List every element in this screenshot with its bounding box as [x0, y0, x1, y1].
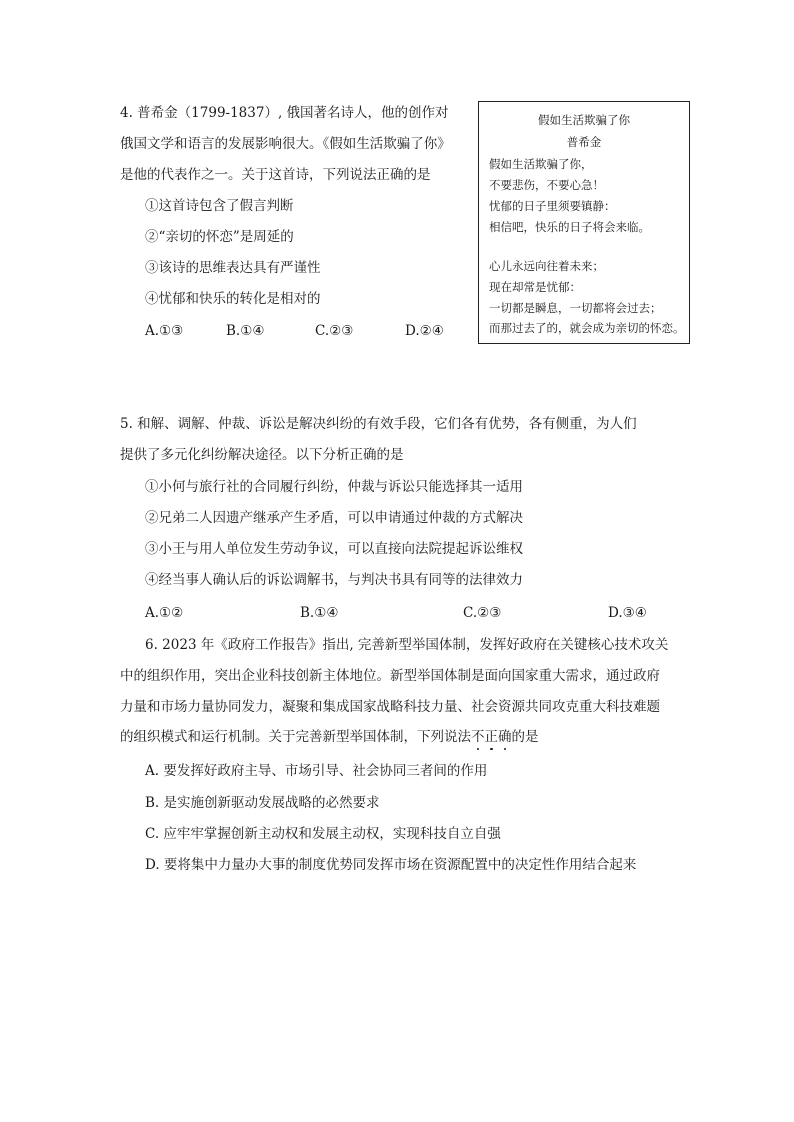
emphasis-char: 不: [471, 729, 485, 745]
poem-line: 假如生活欺骗了你，: [489, 157, 593, 171]
poem-line: 现在却常是忧郁：: [489, 280, 581, 294]
q4-item-2: ②“亲切的怀恋”是周延的: [145, 229, 294, 245]
poem-line: 心儿永远向往着未来；: [489, 259, 604, 273]
q5-option-c[interactable]: C.②③: [463, 605, 502, 621]
q6-stem-line-3: 力量和市场力量协同发力，凝聚和集成国家战略科技力量、社会资源共同攻克重大科技难题: [120, 699, 660, 715]
q4-stem-line-3: 是他的代表作之一。关于这首诗，下列说法正确的是: [120, 167, 431, 183]
q6-stem-prefix: 的组织模式和运行机制。关于完善新型举国体制，下列说法: [120, 729, 471, 745]
q5-item-2: ②兄弟二人因遗产继承产生矛盾，可以申请通过仲裁的方式解决: [145, 510, 523, 526]
q4-stem-line-1: 4. 普希金（1799-1837）, 俄国著名诗人，他的创作对: [120, 105, 449, 121]
q5-item-3: ③小王与用人单位发生劳动争议，可以直接向法院提起诉讼维权: [145, 541, 523, 557]
poem-line: 忧郁的日子里须要镇静：: [489, 199, 616, 213]
poem-line: 而那过去了的，就会成为亲切的怀恋。: [489, 321, 685, 335]
q6-option-d[interactable]: D. 要将集中力量办大事的制度优势同发挥市场在资源配置中的决定性作用结合起来: [145, 857, 637, 873]
q6-option-b[interactable]: B. 是实施创新驱动发展战略的必然要求: [145, 795, 380, 811]
poem-author: 普希金: [566, 135, 602, 149]
q4-option-c[interactable]: C.②③: [315, 323, 354, 339]
q5-option-a[interactable]: A.①②: [145, 605, 184, 621]
q6-option-c[interactable]: C. 应牢牢掌握创新主动权和发展主动权，实现科技自立自强: [145, 826, 501, 842]
q5-stem-line-2: 提供了多元化纠纷解决途径。以下分析正确的是: [120, 447, 404, 463]
q5-option-b[interactable]: B.①④: [300, 605, 339, 621]
q6-stem-line-1: 6. 2023 年《政府工作报告》指出, 完善新型举国体制，发挥好政府在关键核心技术攻关: [145, 637, 669, 653]
poem-line: 不要悲伤，不要心急！: [489, 178, 604, 192]
q6-stem-suffix: 的是: [511, 729, 539, 745]
q4-item-4: ④忧郁和快乐的转化是相对的: [145, 291, 321, 307]
q4-item-1: ①这首诗包含了假言判断: [145, 198, 294, 214]
q4-item-3: ③该诗的思维表达具有严谨性: [145, 260, 321, 276]
poem-title: 假如生活欺骗了你: [538, 113, 630, 127]
q5-item-1: ①小何与旅行社的合同履行纠纷，仲裁与诉讼只能选择其一适用: [145, 479, 523, 495]
q6-option-a[interactable]: A. 要发挥好政府主导、市场引导、社会协同三者间的作用: [145, 763, 488, 779]
emphasis-char: 确: [498, 729, 512, 745]
poem-box: [478, 101, 690, 344]
q4-stem-line-2: 俄国文学和语言的发展影响很大。《假如生活欺骗了你》: [120, 136, 451, 152]
poem-line: 一切都是瞬息，一切都将会过去；: [489, 301, 662, 315]
q4-option-b[interactable]: B.①④: [226, 323, 265, 339]
poem-line: 相信吧，快乐的日子将会来临。: [489, 220, 650, 234]
q4-option-a[interactable]: A.①③: [145, 323, 184, 339]
emphasis-char: 正: [484, 729, 498, 745]
q6-stem-line-4: [120, 727, 539, 747]
q5-item-4: ④经当事人确认后的诉讼调解书，与判决书具有同等的法律效力: [145, 572, 523, 588]
q5-stem-line-1: 5. 和解、调解、仲裁、诉讼是解决纠纷的有效手段，它们各有优势，各有侧重，为人们: [120, 416, 637, 432]
q6-stem-line-2: 中的组织作用，突出企业科技创新主体地位。新型举国体制是面向国家重大需求，通过政府: [120, 668, 660, 684]
q4-option-d[interactable]: D.②④: [405, 323, 444, 339]
q5-option-d[interactable]: D.③④: [608, 605, 647, 621]
